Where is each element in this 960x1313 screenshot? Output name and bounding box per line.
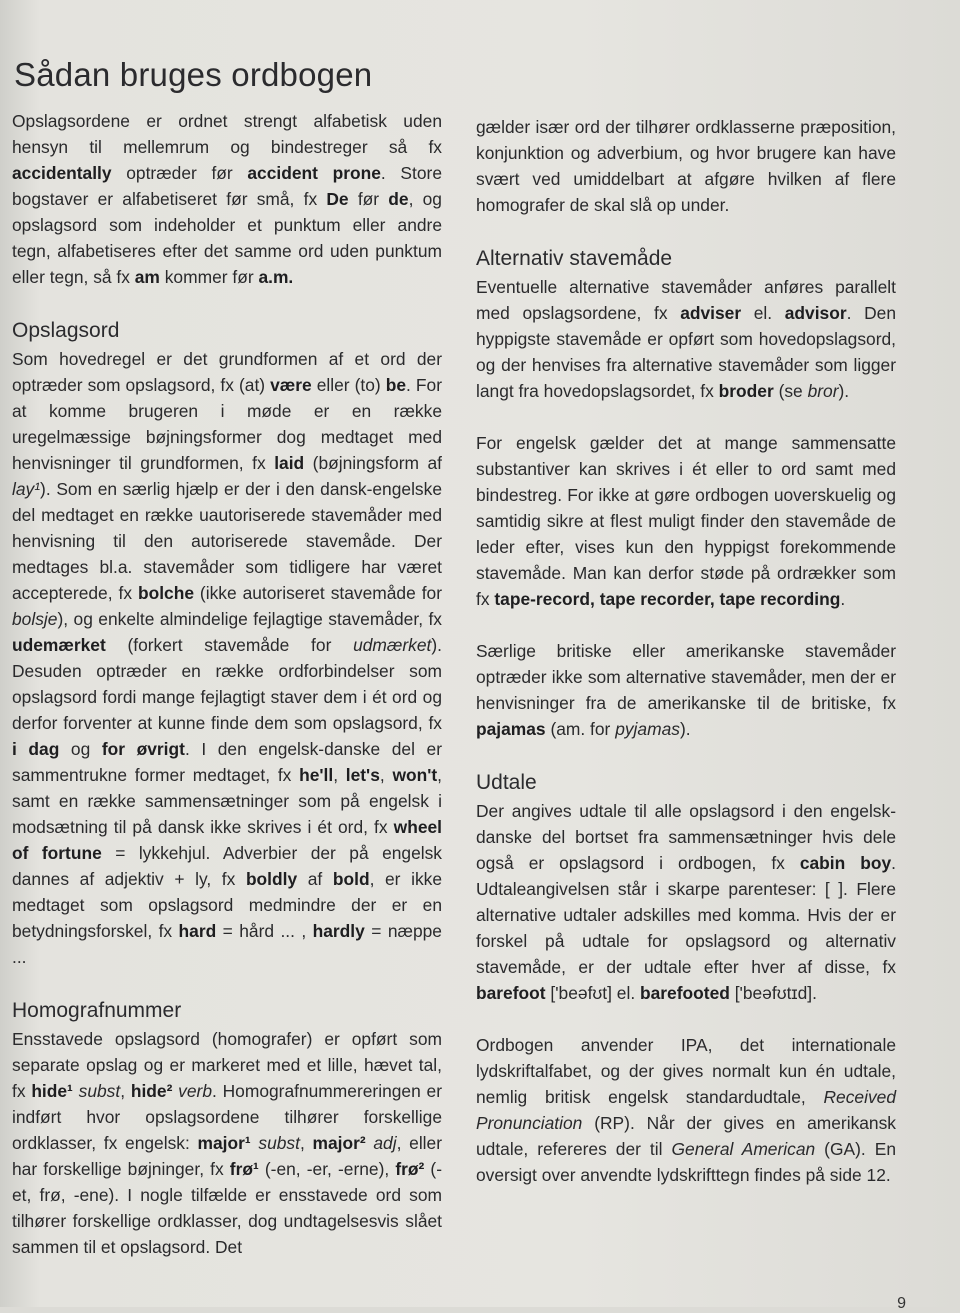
headword: De xyxy=(326,189,349,209)
headword: be xyxy=(385,375,407,395)
text-run: = hård ... , xyxy=(216,921,313,941)
right-column xyxy=(476,114,896,1188)
headword: udemærket xyxy=(12,635,106,655)
alternativ-paragraph-1 xyxy=(476,274,896,404)
text-run: Særlige britiske eller amerikanske stavemåder optræder ikke som alternative stavemåder, men der er henvisninger fra de amerikanske til de britiske, fx xyxy=(476,641,896,713)
headword: tape-record, tape recorder, tape recording xyxy=(494,589,841,609)
italic-term: subst xyxy=(78,1081,121,1101)
headword: adviser xyxy=(680,303,742,323)
headword: hide¹ xyxy=(31,1081,73,1101)
page-title: Sådan bruges ordbogen xyxy=(14,56,373,93)
text-run: ), og enkelte almindelige fejlagtige stavemåder, fx xyxy=(57,609,442,629)
text-run: . xyxy=(840,589,846,609)
headword: broder xyxy=(718,381,774,401)
headword: major² xyxy=(312,1133,366,1153)
headword: accidentally xyxy=(12,163,112,183)
text-run: (-et, frø, -ene). I nogle tilfælde er ensstavede ord som tilhører forskellige ordklasser, dog undtagelsesvis slået sammen til et opslagsord. Det xyxy=(12,1159,443,1257)
italic-term: General American xyxy=(671,1139,816,1159)
headword: he'll xyxy=(299,765,334,785)
text-run: = næppe ... xyxy=(12,921,442,967)
italic-term: udmærket xyxy=(353,635,432,655)
section-heading-udtale: Udtale xyxy=(476,771,537,794)
intro-paragraph xyxy=(12,108,442,290)
text-run: , samt en række sammensætninger som på engelsk i modsætning til på dansk ikke skrives i ét ord, fx xyxy=(12,765,442,837)
headword: frø¹ xyxy=(229,1159,259,1179)
text-run: . For at komme brugeren i møde er en række uregelmæssige bøjningsformer dog medtaget med henvisninger til grundformen, fx xyxy=(12,375,442,473)
text-run: og xyxy=(59,739,102,759)
text-run: (-en, -er, -erne), xyxy=(258,1159,396,1179)
italic-term: lay¹ xyxy=(12,479,41,499)
headword: a.m. xyxy=(258,267,294,287)
text-run: , og opslagsord som indeholder et punktum eller andre tegn, alfabetiseres efter det samme ord uden punktum eller tegn, så fx xyxy=(12,189,442,287)
section-heading-homografnummer: Homografnummer xyxy=(12,999,182,1022)
text-run: før xyxy=(348,189,389,209)
text-run: For engelsk gælder det at mange sammensatte substantiver kan skrives i ét eller to ord samt med bindestreg. For ikke at gøre ordbogen uoverskuelig og samtidig sikre at flest muligt finder den stavemåde de leder efter, vises kun den hyppigst forekommende stavemåde. Man kan derfor støde på ordrækker som fx xyxy=(476,433,896,609)
text-run: = lykkehjul. Adverbier der på engelsk dannes af adjektiv + ly, fx xyxy=(12,843,443,889)
text-run: Ordbogen anvender IPA, det internationale lydskriftalfabet, og der gives normalt kun én udtale, nemlig britisk engelsk standardudtale, xyxy=(476,1035,896,1107)
text-run: ['beəfʊtɪd]. xyxy=(729,983,817,1003)
text-run: ). Som en særlig hjælp er der i den dansk-engelske del medtaget en række uautoriserede stavemåder med henvisning til den autoriserede stavemåde. Der medtages bl.a. stavemåder som tidligere har været accepterede, fx xyxy=(12,479,442,603)
headword: frø² xyxy=(395,1159,425,1179)
text-run: Der angives udtale til alle opslagsord i den engelsk-danske del bortset fra sammensætninger hvis dele også er opslagsord i ordbogen, fx xyxy=(476,801,896,873)
text-run: , xyxy=(120,1081,131,1101)
text-run: gælder især ord der tilhører ordklasserne præposition, konjunktion og adverbium, og hvor brugere kan have svært ved umiddelbart at afgøre hvilken af flere homografer de skal slå op under. xyxy=(476,117,896,215)
text-run: eller (to) xyxy=(311,375,386,395)
left-column xyxy=(12,108,442,1260)
headword: let's xyxy=(345,765,380,785)
headword: de xyxy=(388,189,409,209)
headword: bolche xyxy=(137,583,194,603)
text-run: (se xyxy=(773,381,808,401)
section-heading-opslagsord: Opslagsord xyxy=(12,319,120,342)
section-heading-alternativ-stavemaade: Alternativ stavemåde xyxy=(476,247,673,270)
text-run: , xyxy=(333,765,346,785)
italic-term: adj xyxy=(373,1133,397,1153)
page-number: 9 xyxy=(897,1295,906,1312)
headword: advisor xyxy=(784,303,847,323)
headword: am xyxy=(134,267,160,287)
text-run: (GA). En oversigt over anvendte lydskrifttegn findes på side 12. xyxy=(476,1139,896,1185)
text-run: , xyxy=(299,1133,313,1153)
italic-term: verb xyxy=(178,1081,212,1101)
text-run: . Store bogstaver er alfabetiseret før små, fx xyxy=(12,163,442,209)
headword: barefoot xyxy=(476,983,546,1003)
text-run: Som hovedregel er det grundformen af et ord der optræder som opslagsord, fx (at) xyxy=(12,349,442,395)
text-run: ). xyxy=(679,719,691,739)
italic-term: Received Pronunciation xyxy=(476,1087,896,1133)
opslagsord-paragraph xyxy=(12,346,442,970)
alternativ-paragraph-2 xyxy=(476,430,896,612)
text-run: . I den engelsk-danske del er sammentrukne former medtaget, fx xyxy=(12,739,442,785)
udtale-paragraph-1 xyxy=(476,798,896,1006)
text-run: . Homografnummereringen er indført hvor opslagsordene tilhører forskellige ordklasser, fx engelsk: xyxy=(12,1081,442,1153)
text-run: . Den hyppigste stavemåde er opført som hovedopslagsord, og der henvises fra alternative stavemåder som ligger langt fra hovedopslagsordet, fx xyxy=(476,303,896,401)
headword: bold xyxy=(332,869,370,889)
text-run: Ensstavede opslagsord (homografer) er opført som separate opslag og er markeret med et lille, hævet tal, fx xyxy=(12,1029,442,1101)
text-run: (bøjningsform af xyxy=(304,453,442,473)
text-run: af xyxy=(297,869,333,889)
text-run: (RP). Når der gives en amerikansk udtale, refereres der til xyxy=(476,1113,896,1159)
text-run: Opslagsordene er ordnet strengt alfabetisk uden hensyn til mellemrum og bindestreger så fx xyxy=(12,111,442,157)
text-run: (ikke autoriseret stavemåde for xyxy=(194,583,442,603)
alternativ-paragraph-3 xyxy=(476,638,896,742)
headword: cabin boy xyxy=(799,853,892,873)
text-run: (forkert stavemåde for xyxy=(105,635,354,655)
headword: være xyxy=(270,375,312,395)
headword: hide² xyxy=(130,1081,173,1101)
text-run: el. xyxy=(741,303,785,323)
headword: major¹ xyxy=(197,1133,251,1153)
italic-term: bolsje xyxy=(12,609,58,629)
headword: won't xyxy=(392,765,438,785)
text-run: . Udtaleangivelsen står i skarpe parenteser: [ ]. Flere alternative udtaler adskilles med komma. Hvis der er forskel på udtale for opslagsord og alternativ stavemåde, er der udtale efter hver af disse, fx xyxy=(476,853,896,977)
headword: laid xyxy=(274,453,305,473)
headword: accident prone xyxy=(247,163,381,183)
continued-paragraph xyxy=(476,114,896,218)
italic-term: bror xyxy=(807,381,839,401)
text-run: , er ikke medtaget som opslagsord medmindre der er en betydningsforskel, fx xyxy=(12,869,443,941)
headword: hard xyxy=(178,921,217,941)
headword: i dag xyxy=(12,739,60,759)
text-run: ). Desuden optræder en række ordforbindelser som opslagsord fordi mange fejlagtigt staver dem i ét ord og derfor forventer at kunne finde dem som opslagsord, fx xyxy=(12,635,442,733)
text-run: , eller har forskellige bøjninger, fx xyxy=(12,1133,443,1179)
italic-term: pyjamas xyxy=(615,719,680,739)
headword: pajamas xyxy=(476,719,546,739)
text-run: Eventuelle alternative stavemåder anføres parallelt med opslagsordene, fx xyxy=(476,277,896,323)
headword: for øvrigt xyxy=(101,739,185,759)
headword: barefooted xyxy=(640,983,730,1003)
text-run: , xyxy=(379,765,393,785)
headword: boldly xyxy=(245,869,298,889)
italic-term: subst xyxy=(258,1133,300,1153)
text-run: (am. for xyxy=(545,719,616,739)
text-run: kommer før xyxy=(159,267,259,287)
udtale-paragraph-2 xyxy=(476,1032,896,1188)
text-run: ['beəfʊt] el. xyxy=(545,983,640,1003)
text-run: optræder før xyxy=(111,163,248,183)
homograf-paragraph xyxy=(12,1026,442,1260)
headword: hardly xyxy=(312,921,365,941)
text-run: ). xyxy=(838,381,850,401)
headword: wheel of fortune xyxy=(12,817,442,863)
